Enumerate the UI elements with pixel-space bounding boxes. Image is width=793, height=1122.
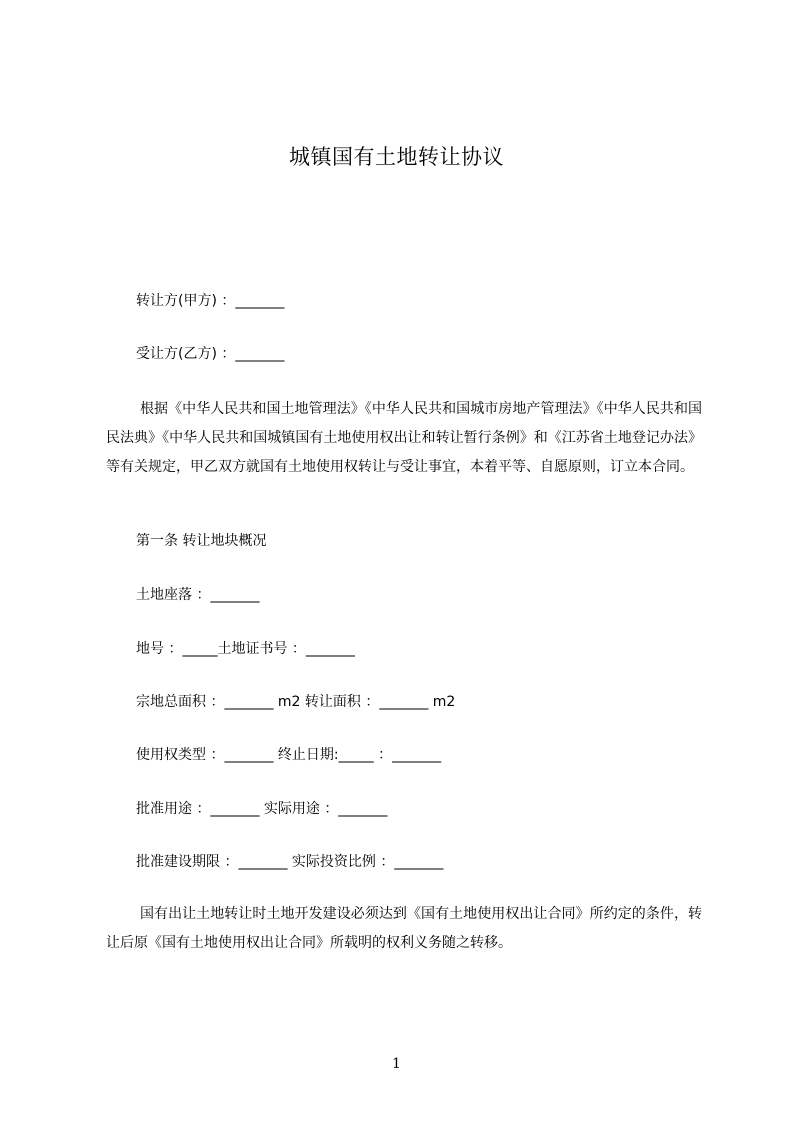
area-line: 宗地总面积 ：_______ m2 转让面积 ：_______ m2	[136, 694, 456, 710]
right-type-line: 使用权类型 ：_______ 终止日期:_____ ：_______	[136, 747, 442, 763]
article-1-heading: 第一条 转让地块概况	[136, 533, 267, 549]
closing-paragraph: 国有出让土地转让时土地开发建设必须达到《国有土地使用权出让合同》所约定的条件，转让后原《国有土地使用权出让合同》所载明的权利义务随之转移。	[106, 906, 702, 951]
transferor-line: 转让方(甲方) ：_______	[136, 293, 285, 309]
document-title: 城镇国有土地转让协议	[289, 145, 504, 169]
land-location-line: 土地座落 ：_______	[136, 587, 260, 603]
preamble-paragraph: 根据《中华人民共和国土地管理法》《中华人民共和国城市房地产管理法》《中华人民共和国民法典》《中华人民共和国城镇国有土地使用权出让和转让暂行条例》和《江苏省土地登记办法》等有关规定，甲乙双方就国有土地使用权转让与受让事宜，本着平等、自愿原则，订立本合同。	[106, 401, 702, 475]
purpose-line: 批准用途 ：_______ 实际用途 ：_______	[136, 801, 388, 817]
page-number: 1	[392, 1056, 401, 1072]
transferee-line: 受让方(乙方) ：_______	[136, 346, 285, 362]
parcel-certificate-line: 地号 ：_____土地证书号 ：_______	[136, 641, 355, 657]
term-line: 批准建设期限 ：_______ 实际投资比例 ：_______	[136, 854, 444, 870]
